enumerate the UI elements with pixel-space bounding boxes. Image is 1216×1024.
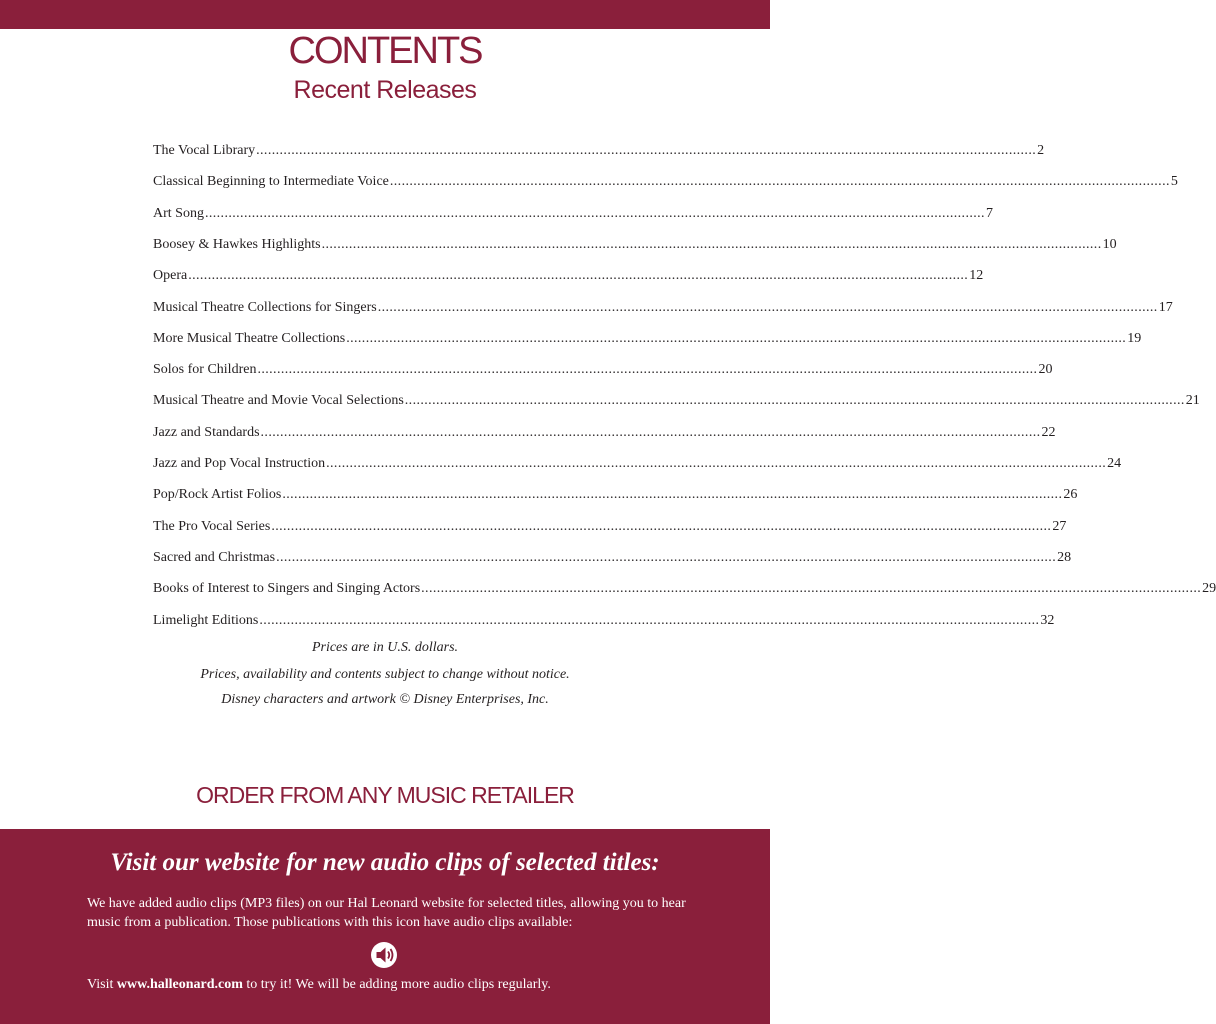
toc-entry-title: The Pro Vocal Series [153, 518, 271, 534]
website-panel-visit [87, 975, 707, 994]
toc-dot-leader: ........................................................................................................................................................................................................ [377, 299, 1158, 315]
prices-note: Prices are in U.S. dollars. [311, 640, 459, 655]
page-subtitle: Recent Releases [293, 76, 477, 104]
order-heading: ORDER FROM ANY MUSIC RETAILER [196, 782, 574, 808]
toc-entry-title: The Vocal Library [153, 143, 256, 158]
toc-entry [153, 265, 984, 287]
toc-entry-title: Solos for Children [153, 362, 257, 378]
toc-dot-leader: ........................................................................................................................................................................................................ [326, 456, 1107, 471]
website-link[interactable]: www.halleonard.com [116, 977, 243, 992]
toc-entry-page: 20 [1038, 362, 1053, 378]
speaker-icon [370, 941, 398, 969]
toc-entry-title: Limelight Editions [153, 612, 259, 628]
toc-entry-title: Books of Interest to Singers and Singing Actors [153, 581, 421, 597]
toc-dot-leader: ........................................................................................................................................................................................................ [421, 581, 1202, 597]
toc-entry [153, 297, 1173, 319]
toc-entry [153, 547, 1072, 569]
page-title: CONTENTS [288, 30, 482, 72]
toc-entry-title: Classical Beginning to Intermediate Voice [153, 174, 389, 190]
toc-entry-page: 17 [1158, 299, 1173, 315]
toc-entry [153, 484, 1078, 506]
availability-note: Prices, availability and contents subject to change without notice. [200, 667, 570, 682]
toc-entry-page: 24 [1107, 456, 1122, 471]
toc-entry-title: Art Song [153, 205, 204, 221]
toc-entry-page: 21 [1185, 393, 1200, 409]
toc-entry-title: More Musical Theatre Collections [153, 330, 346, 346]
toc-dot-leader: ........................................................................................................................................................................................................ [204, 205, 985, 221]
toc-entry [153, 610, 1055, 632]
toc-entry [153, 328, 1142, 350]
website-panel-body: We have added audio clips (MP3 files) on our Hal Leonard website for selected titles, allowing you to hear music from a publication. Those publications with this icon have audio clips available: [87, 896, 686, 930]
toc-entry-title: Musical Theatre and Movie Vocal Selections [153, 393, 404, 409]
toc-entry-page: 26 [1063, 487, 1078, 503]
toc-dot-leader: ........................................................................................................................................................................................................ [276, 549, 1057, 565]
toc-entry [153, 171, 1178, 193]
toc-entry-page: 5 [1170, 174, 1178, 190]
toc-dot-leader: ........................................................................................................................................................................................................ [257, 362, 1038, 378]
toc-entry [153, 234, 1117, 256]
toc-dot-leader: ........................................................................................................................................................................................................ [404, 393, 1185, 409]
toc-entry [153, 453, 1122, 475]
toc-entry-page: 7 [985, 205, 993, 221]
toc-entry [153, 516, 1067, 538]
website-panel [0, 829, 770, 1024]
toc-entry-title: Boosey & Hawkes Highlights [153, 236, 321, 252]
toc-entry-title: Jazz and Pop Vocal Instruction [153, 456, 326, 471]
disney-note: Disney characters and artwork © Disney Enterprises, Inc. [221, 692, 549, 707]
toc-entry-title: Pop/Rock Artist Folios [153, 487, 282, 503]
toc-entry-title: Opera [153, 268, 188, 284]
toc-entry-page: 29 [1202, 581, 1216, 597]
toc-dot-leader: ........................................................................................................................................................................................................ [346, 330, 1127, 346]
toc-dot-leader: ........................................................................................................................................................................................................ [188, 268, 969, 284]
toc-entry-page: 19 [1127, 330, 1142, 346]
toc-entry-page: 28 [1057, 549, 1072, 565]
toc-entry [153, 578, 1216, 600]
toc-entry-title: Musical Theatre Collections for Singers [153, 299, 377, 315]
visit-prefix: Visit [87, 977, 117, 992]
top-banner [0, 0, 770, 29]
toc-entry-page: 22 [1041, 424, 1056, 440]
toc-entry [153, 359, 1053, 381]
toc-entry [153, 390, 1200, 412]
toc-entry-page: 2 [1037, 143, 1045, 158]
toc-dot-leader: ........................................................................................................................................................................................................ [260, 424, 1041, 440]
toc-entry [153, 422, 1056, 444]
toc-entry-title: Jazz and Standards [153, 424, 260, 440]
toc-entry-page: 10 [1102, 236, 1117, 252]
toc-entry [153, 140, 1045, 162]
toc-entry-title: Sacred and Christmas [153, 549, 276, 565]
toc-dot-leader: ........................................................................................................................................................................................................ [256, 143, 1037, 158]
toc-dot-leader: ........................................................................................................................................................................................................ [271, 518, 1052, 534]
toc-dot-leader: ........................................................................................................................................................................................................ [389, 174, 1170, 190]
toc-entry-page: 27 [1052, 518, 1067, 534]
toc-entry [153, 203, 993, 225]
website-panel-title: Visit our website for new audio clips of selected titles: [110, 849, 660, 876]
toc-dot-leader: ........................................................................................................................................................................................................ [282, 487, 1063, 503]
toc-entry-page: 12 [969, 268, 984, 284]
toc-entry-page: 32 [1040, 612, 1055, 628]
toc-dot-leader: ........................................................................................................................................................................................................ [259, 612, 1040, 628]
visit-suffix: to try it! We will be adding more audio clips regularly. [242, 977, 551, 992]
toc-dot-leader: ........................................................................................................................................................................................................ [321, 236, 1102, 252]
